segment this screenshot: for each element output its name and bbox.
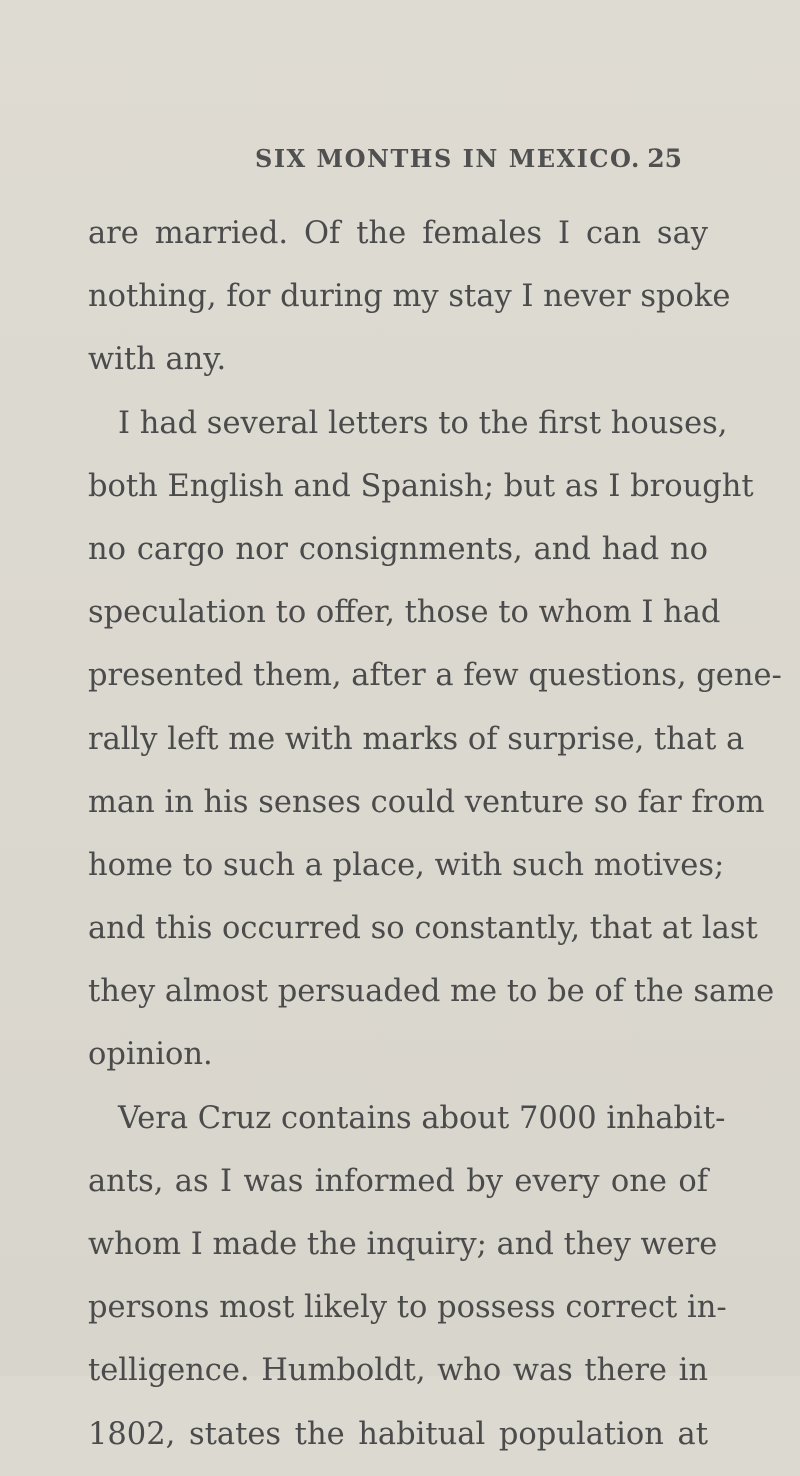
text-line: man in his senses could venture so far from: [88, 784, 765, 820]
text-line: whom I made the inquiry; and they were: [88, 1227, 718, 1262]
text-line: with any.: [88, 342, 227, 378]
text-line: nothing, for during my stay I never spoke: [88, 279, 731, 315]
text-line: home to such a place, with such motives;: [88, 847, 725, 883]
text-line: they almost persuaded me to be of the same: [88, 974, 775, 1010]
text-line: presented them, after a few questions, gene-: [88, 658, 782, 694]
text-line: speculation to offer, those to whom I had: [88, 595, 721, 631]
text-line: and this occurred so constantly, that at last: [88, 911, 758, 947]
text-line: are married. Of the females I can say: [88, 216, 708, 251]
running-head: [0, 144, 800, 184]
text-line: rally left me with marks of surprise, that a: [88, 721, 745, 757]
text-line: 1802, states the habitual population at: [88, 1416, 708, 1452]
text-line: telligence. Humboldt, who was there in: [88, 1353, 708, 1389]
text-line: both English and Spanish; but as I brought: [88, 468, 754, 504]
text-line: ants, as I was informed by every one of: [88, 1163, 708, 1199]
page-number: 25: [647, 144, 682, 173]
paragraph-start-line: I had several letters to the first houses,: [118, 405, 728, 441]
paragraph-start-line: Vera Cruz contains about 7000 inhabit-: [118, 1100, 726, 1136]
text-line: persons most likely to possess correct in-: [88, 1290, 727, 1326]
text-line: no cargo nor consignments, and had no: [88, 531, 708, 567]
body-text: [88, 212, 782, 1476]
running-title: SIX MONTHS IN MEXICO.: [255, 144, 641, 173]
text-line: opinion.: [88, 1037, 213, 1073]
